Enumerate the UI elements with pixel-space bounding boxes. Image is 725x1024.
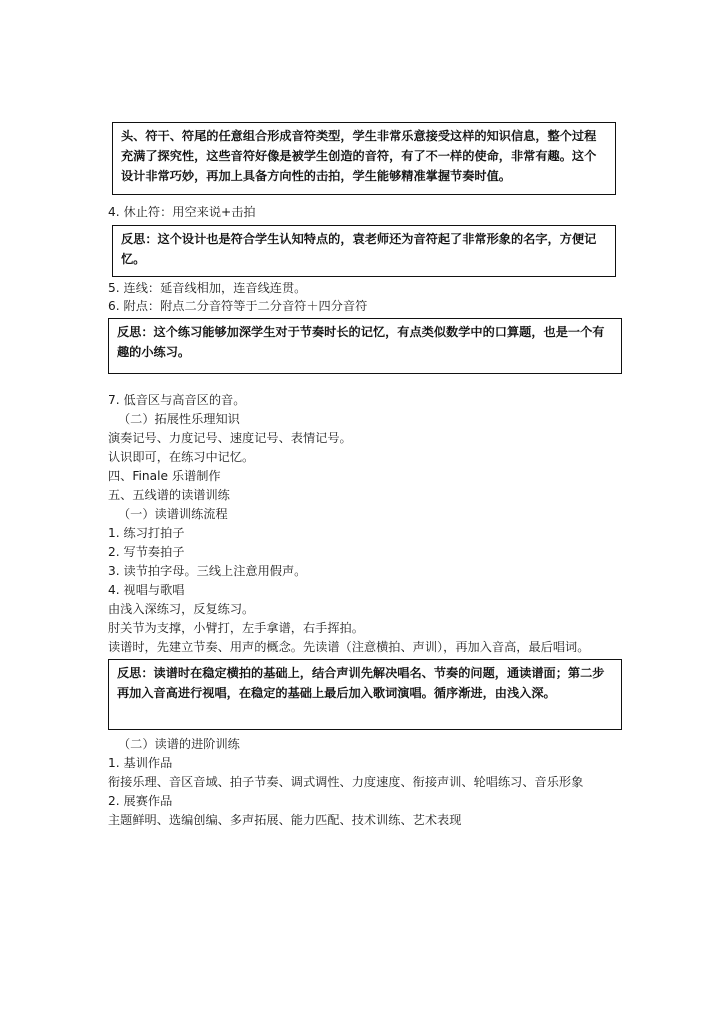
reflection-box-1 [112,122,616,195]
text-reading-concept: 读谱时，先建立节奏、用声的概念。先读谱（注意横拍、声训），再加入音高，最后唱词。 [108,640,590,654]
heading-advanced-reading: （二）读谱的进阶训练 [118,737,240,751]
heading-finale: 四、Finale 乐谱制作 [108,469,221,483]
text-notation-marks: 演奏记号、力度记号、速度记号、表情记号。 [108,431,352,445]
reflection-box-3 [108,318,622,374]
item-basic-works: 1. 基训作品 [108,756,173,770]
reflection-box-2 [112,225,616,277]
reflection-box-3-text: 反思：这个练习能够加深学生对于节奏时长的记忆，有点类似数学中的口算题，也是一个有趣的小练习。 [117,325,605,359]
text-elbow-support: 肘关节为支撑，小臂打，左手拿谱，右手挥拍。 [108,621,364,635]
reflection-box-4 [108,659,622,730]
item-registers: 7. 低音区与高音区的音。 [108,393,246,407]
text-gradual-practice: 由浅入深练习，反复练习。 [108,602,255,616]
heading-staff-reading: 五、五线谱的读谱训练 [108,488,230,502]
text-basic-works-list: 衔接乐理、音区音域、拍子节奏、调式调性、力度速度、衔接声训、轮唱练习、音乐形象 [108,775,584,789]
item-write-rhythm: 2. 写节奏拍子 [108,545,185,559]
item-beat-practice: 1. 练习打拍子 [108,526,185,540]
text-recognize: 认识即可，在练习中记忆。 [108,450,255,464]
item-read-beat-letters: 3. 读节拍字母。三线上注意用假声。 [108,564,307,578]
heading-reading-flow: （一）读谱训练流程 [118,507,228,521]
reflection-box-4-text: 反思：读谱时在稳定横拍的基础上，结合声训先解决唱名、节奏的问题，通读谱面；第二步再加入音高进行视唱，在稳定的基础上最后加入歌词演唱。循序渐进，由浅入深。 [117,666,605,700]
item-dotted-note: 6. 附点：附点二分音符等于二分音符＋四分音符 [108,299,368,313]
item-sight-singing: 4. 视唱与歌唱 [108,583,185,597]
heading-extended-theory: （二）拓展性乐理知识 [118,412,240,426]
reflection-box-2-text: 反思：这个设计也是符合学生认知特点的，袁老师还为音符起了非常形象的名字，方便记忆。 [121,232,597,266]
item-rest-symbol: 4. 休止符：用空来说+击拍 [108,205,256,219]
item-competition-works: 2. 展赛作品 [108,794,173,808]
text-competition-works-list: 主题鲜明、选编创编、多声拓展、能力匹配、技术训练、艺术表现 [108,813,462,827]
item-tie-slur: 5. 连线：延音线相加，连音线连贯。 [108,281,307,295]
reflection-box-1-text: 头、符干、符尾的任意组合形成音符类型，学生非常乐意接受这样的知识信息，整个过程充满了探究性，这些音符好像是被学生创造的音符，有了不一样的使命，非常有趣。这个设计非常巧妙，再加上具备方向性的击拍，学生能够精准掌握节奏时值。 [121,129,597,183]
